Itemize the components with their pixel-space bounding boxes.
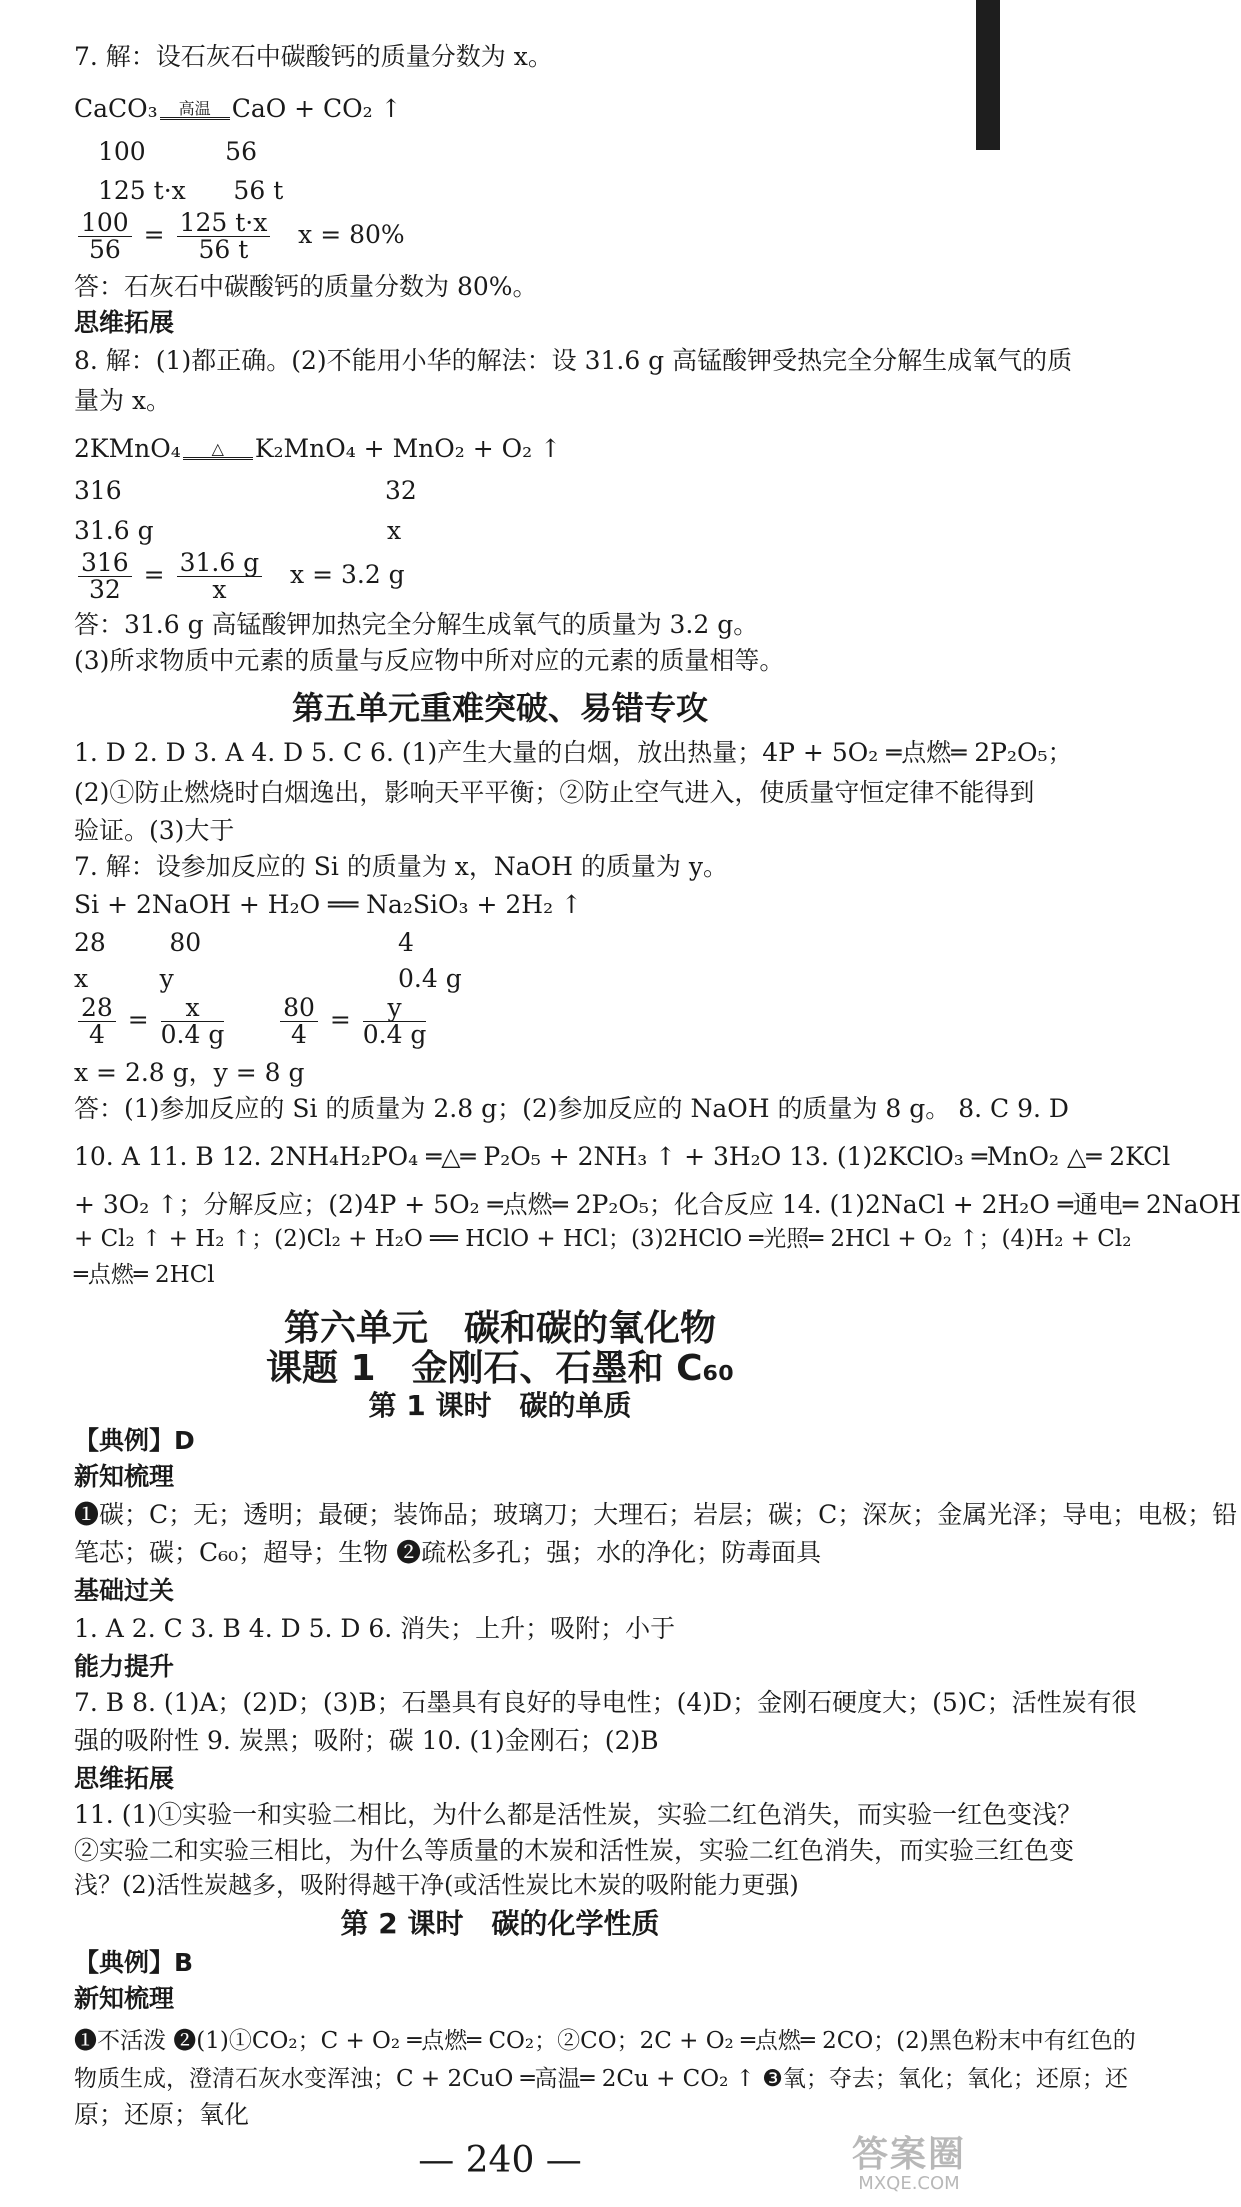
u5-line-11: + 3O₂ ↑；分解反应；(2)4P + 5O₂ ═点燃═ 2P₂O₅；化合反应 14. (1)2NaCl + 2H₂O ═通电═ 2NaOH [74,1190,1241,1219]
q8-line-3: (3)所求物质中元素的质量与反应物中所对应的元素的质量相等。 [74,646,785,675]
reaction-arrow [160,101,230,120]
fraction-denominator: 56 t [198,235,249,264]
fraction-denominator: 4 [291,1020,307,1049]
topic1-title: 课题 1 金刚石、石墨和 C₆₀ [265,1348,735,1389]
l2-line-a: ❶不活泼 ❷(1)①CO₂；C + O₂ ═点燃═ CO₂；②CO；2C + O₂ ═点燃═ 2CO；(2)黑色粉末中有红色的 [74,2028,1136,2054]
l1-line-d: 7. B 8. (1)A；(2)D；(3)B；石墨具有良好的导电性；(4)D；金刚石硬度大；(5)C；活性炭有很 [74,1688,1137,1717]
l2-xinzhi: 新知梳理 [74,1984,175,2013]
q7-ratio-row-1: 100 56 [98,137,257,166]
l1-line-h: 浅？(2)活性炭越多，吸附得越干净(或活性炭比木炭的吸附能力更强) [74,1871,799,1899]
eq-left: 2KMnO₄ [74,434,181,463]
fraction-numerator: 125 t·x [177,210,271,237]
l2-line-b: 物质生成，澄清石灰水变浑浊；C + 2CuO ═高温═ 2Cu + CO₂ ↑ ❸氧；夺去；氧化；氧化；还原；还 [74,2066,1128,2092]
q8-answer: 答：31.6 g 高锰酸钾加热完全分解生成氧气的质量为 3.2 g。 [74,610,759,639]
q7-solve: 7. 解：设石灰石中碳酸钙的质量分数为 x。 [74,42,553,71]
q8-equation [74,432,944,466]
l1-xinzhi: 新知梳理 [74,1462,175,1491]
u5-line-1: 1. D 2. D 3. A 4. D 5. C 6. (1)产生大量的白烟，放出热量；4P + 5O₂ ═点燃═ 2P₂O₅； [74,738,1073,767]
unit5-title: 第五单元重难突破、易错专攻 [291,689,708,727]
l1-dianli: 【典例】D [74,1426,195,1455]
u5-line-12-visible: + Cl₂ ↑ + H₂ ↑；(2)Cl₂ + H₂O ══ HClO + HCl；(3)2HClO ═光照═ 2HCl + O₂ ↑；(4)H₂ + Cl₂ [74,1226,1132,1252]
q7-result: x = 80% [298,220,405,249]
fraction-denominator: 56 [88,235,121,264]
reaction-condition: △ [211,439,224,458]
q8-line-2: 量为 x。 [74,386,172,415]
l1-nengli: 能力提升 [74,1652,175,1681]
u5-equation: Si + 2NaOH + H₂O ══ Na₂SiO₃ + 2H₂ ↑ [74,890,583,919]
q7-proportion: $\frac{100}{56}$ = $\frac{125 t\cdot x}{56 t}$ x = 80% [74,210,944,263]
q8-proportion: $\frac{316}{32}$ = $\frac{31.6 g}{x}$ x = 3.2 g [74,550,944,603]
l2-dianli: 【典例】B [74,1948,194,1977]
l1-jichu: 基础过关 [74,1576,175,1605]
fraction-numerator: 100 [78,210,132,237]
page-edge-bar [976,0,1000,150]
u5-result: x = 2.8 g，y = 8 g [74,1058,305,1087]
q8-ratio-2a: 31.6 g [74,516,154,545]
q7-equation [74,92,944,126]
fraction-numerator: 80 [280,995,318,1022]
watermark-logo [834,2135,984,2195]
fraction-denominator: 0.4 g [160,1020,225,1049]
fraction-denominator: 32 [88,575,121,604]
u5-line-2: (2)①防止燃烧时白烟逸出，影响天平平衡；②防止空气进入，使质量守恒定律不能得到 [74,778,1035,807]
reaction-arrow [183,441,253,460]
l1-line-e: 强的吸附性 9. 炭黑；吸附；碳 10. (1)金刚石；(2)B [74,1726,659,1755]
l1-siwei: 思维拓展 [74,1764,175,1793]
fraction-denominator: 0.4 g [362,1020,427,1049]
q8-result: x = 3.2 g [290,560,405,589]
fraction-denominator: 4 [88,1020,105,1049]
l1-line-f: 11. (1)①实验一和实验二相比，为什么都是活性炭，实验二红色消失，而实验一红色变浅？ [74,1800,1083,1829]
u5-line-13-visible: ═点燃═ 2HCl [74,1262,215,1288]
q7-answer: 答：石灰石中碳酸钙的质量分数为 80%。 [74,272,538,301]
u5-proportion: $\frac{28}{4}$ = $\frac{x}{0.4 g}$ $\frac{80}{4}$ = $\frac{y}{0.4 g}$ [74,995,944,1048]
page-number: — 240 — [418,2140,582,2181]
section-heading-siwei: 思维拓展 [74,308,175,337]
q7-ratio-row-2: 125 t·x 56 t [98,176,284,205]
watermark-en: MXQE.COM [858,2173,960,2194]
q8-ratio-1b: 32 [385,476,417,505]
eq-right: CaO + CO₂ ↑ [231,94,402,123]
u5-q7: 7. 解：设参加反应的 Si 的质量为 x，NaOH 的质量为 y。 [74,852,728,881]
q8-ratio-2b: x [387,516,402,545]
fraction-numerator: 31.6 g [177,550,263,577]
q8-ratio-1a: 316 [74,476,122,505]
l1-line-g: ②实验二和实验三相比，为什么等质量的木炭和活性炭，实验二红色消失，而实验三红色变 [74,1836,1075,1865]
u5-ratio-1b: 4 [398,928,414,957]
lesson2-title: 第 2 课时 碳的化学性质 [340,1907,660,1940]
lesson1-title: 第 1 课时 碳的单质 [368,1389,632,1422]
l1-line-b: 笔芯；碳；C₆₀；超导；生物 ❷疏松多孔；强；水的净化；防毒面具 [74,1538,822,1567]
watermark-cn: 答案圈 [851,2134,966,2175]
eq-right: K₂MnO₄ + MnO₂ + O₂ ↑ [254,434,562,463]
fraction-numerator: x [161,995,225,1022]
u5-ratio-2a: x y [74,964,174,993]
u5-line-3: 验证。(3)大于 [74,816,235,845]
u5-ratio-1a: 28 80 [74,928,202,957]
unit6-title: 第六单元 碳和碳的氧化物 [283,1308,716,1349]
fraction-denominator: x [212,575,227,604]
l1-line-a: ❶碳；C；无；透明；最硬；装饰品；玻璃刀；大理石；岩层；碳；C；深灰；金属光泽；导电；电极；铅 [74,1500,1238,1529]
u5-answer: 答：(1)参加反应的 Si 的质量为 2.8 g；(2)参加反应的 NaOH 的质量为 8 g。 8. C 9. D [74,1094,1069,1123]
fraction-numerator: 28 [78,995,116,1022]
reaction-condition: 高温 [178,99,211,118]
fraction-numerator: y [363,995,427,1022]
fraction-numerator: 316 [78,550,132,577]
u5-ratio-2b: 0.4 g [398,964,462,993]
q8-line-1: 8. 解：(1)都正确。(2)不能用小华的解法：设 31.6 g 高锰酸钾受热完全分解生成氧气的质 [74,346,1073,375]
l2-line-c: 原；还原；氧化 [74,2100,250,2129]
u5-line-10: 10. A 11. B 12. 2NH₄H₂PO₄ ═△═ P₂O₅ + 2NH₃ ↑ + 3H₂O 13. (1)2KClO₃ ═MnO₂ △═ 2KCl [74,1142,1171,1171]
l1-line-c: 1. A 2. C 3. B 4. D 5. D 6. 消失；上升；吸附；小于 [74,1614,676,1643]
eq-left: CaCO₃ [74,94,158,123]
